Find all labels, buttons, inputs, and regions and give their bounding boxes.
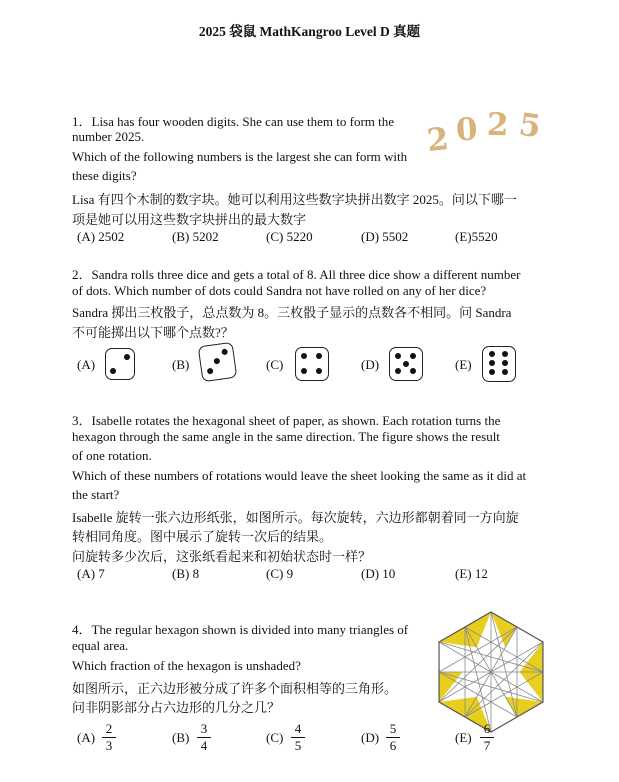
question-text: 项是她可以用这些数字块拼出的最大数字	[72, 212, 307, 227]
die-pip	[221, 349, 228, 356]
fraction-numerator: 5	[386, 722, 400, 738]
question-text: 1．Lisa has four wooden digits. She can use them to form the	[72, 114, 395, 129]
die-face-6	[482, 346, 516, 382]
die-pip	[124, 354, 130, 360]
answer-option-a[interactable]: (A) 2502	[77, 229, 125, 244]
answer-option-a[interactable]: (A)	[77, 730, 96, 745]
question-text: these digits?	[72, 168, 137, 183]
question-text: hexagon through the same angle in the same direction. The figure shows the result	[72, 429, 500, 444]
fraction-a	[102, 722, 116, 753]
answer-option-b[interactable]: (B) 5202	[172, 229, 219, 244]
answer-option-d[interactable]: (D)	[361, 357, 380, 372]
die-pip	[489, 369, 495, 375]
die-face-3	[198, 342, 238, 383]
die-pip	[502, 360, 508, 366]
die-pip	[395, 368, 401, 374]
answer-option-b[interactable]: (B)	[172, 730, 190, 745]
answer-option-c[interactable]: (C)	[266, 357, 284, 372]
question-text: of dots. Which number of dots could Sandra not have rolled on any of her dice?	[72, 283, 487, 298]
die-face-4	[295, 347, 329, 381]
die-pip	[301, 368, 307, 374]
question-text: 问旋转多少次后，这张纸看起来和初始状态时一样？	[72, 549, 372, 564]
answer-option-d[interactable]: (D) 5502	[361, 229, 409, 244]
answer-option-e[interactable]: (E) 12	[455, 566, 488, 581]
die-pip	[316, 368, 322, 374]
fraction-numerator: 3	[197, 722, 211, 738]
fraction-denominator: 4	[200, 738, 208, 753]
question-text: Sandra 掷出三枚骰子，总点数为 8。三枚骰子显示的点数各不相同。问 Sandra	[72, 305, 512, 320]
die-face-2	[105, 348, 135, 380]
die-pip	[403, 361, 409, 367]
die-pip	[489, 360, 495, 366]
question-text: Which fraction of the hexagon is unshaded?	[72, 658, 301, 673]
answer-option-c[interactable]: (C) 9	[266, 566, 294, 581]
shaded-triangle	[439, 672, 462, 702]
decorative-digit: 0	[455, 111, 479, 149]
answer-option-c[interactable]: (C)	[266, 730, 284, 745]
die-pip	[110, 368, 116, 374]
question-text: 2．Sandra rolls three dice and gets a total of 8. All three dice show a different number	[72, 267, 521, 282]
question-text: Isabelle 旋转一张六边形纸张，如图所示。每次旋转，六边形都朝着同一方向旋	[72, 510, 519, 525]
fraction-d	[386, 722, 400, 753]
answer-option-e[interactable]: (E)5520	[455, 229, 498, 244]
decorative-digit: 2	[425, 120, 451, 160]
answer-option-e[interactable]: (E)	[455, 730, 472, 745]
decorative-digit: 5	[516, 106, 543, 146]
question-text: Which of these numbers of rotations would leave the sheet looking the same as it did at	[72, 468, 527, 483]
die-pip	[207, 368, 214, 375]
answer-option-c[interactable]: (C) 5220	[266, 229, 313, 244]
hexagon-lines	[439, 612, 543, 732]
decorative-digit: 2	[486, 106, 510, 144]
fraction-numerator: 2	[102, 722, 116, 738]
answer-option-d[interactable]: (D)	[361, 730, 380, 745]
die-pip	[395, 353, 401, 359]
question-text: number 2025.	[72, 129, 145, 144]
answer-option-a[interactable]: (A)	[77, 357, 96, 372]
shaded-triangle	[520, 672, 543, 702]
question-text: 如图所示，正六边形被分成了许多个面积相等的三角形。	[72, 681, 398, 696]
question-text: 转相同角度。图中展示了旋转一次后的结果。	[72, 529, 333, 544]
die-pip	[316, 353, 322, 359]
shaded-triangle	[520, 642, 543, 672]
question-text: 不可能掷出以下哪个点数?？	[72, 325, 234, 340]
die-pip	[502, 369, 508, 375]
fraction-denominator: 5	[294, 738, 302, 753]
question-text: equal area.	[72, 638, 129, 653]
fraction-e	[480, 722, 494, 753]
page-title: 2025 袋鼠 MathKangroo Level D 真题	[198, 24, 421, 39]
die-pip	[213, 358, 220, 365]
question-text: Lisa 有四个木制的数字块。她可以利用这些数字块拼出数字 2025。问以下哪一	[72, 192, 517, 207]
fraction-denominator: 7	[483, 738, 491, 753]
answer-option-b[interactable]: (B) 8	[172, 566, 200, 581]
die-pip	[410, 368, 416, 374]
fraction-numerator: 4	[291, 722, 305, 738]
question-text: of one rotation.	[72, 448, 152, 463]
fraction-c	[291, 722, 305, 753]
fraction-numerator: 6	[480, 722, 494, 738]
fraction-b	[197, 722, 211, 753]
die-pip	[301, 353, 307, 359]
answer-option-b[interactable]: (B)	[172, 357, 190, 372]
die-pip	[502, 351, 508, 357]
answer-option-d[interactable]: (D) 10	[361, 566, 396, 581]
die-face-5	[389, 347, 423, 381]
fraction-denominator: 3	[105, 738, 113, 753]
question-text: 问非阴影部分占六边形的几分之几？	[72, 700, 281, 715]
question-text: 4．The regular hexagon shown is divided into many triangles of	[72, 622, 409, 637]
hexagon-figure	[425, 610, 557, 734]
answer-option-a[interactable]: (A) 7	[77, 566, 105, 581]
fraction-denominator: 6	[389, 738, 397, 753]
question-text: 3．Isabelle rotates the hexagonal sheet of paper, as shown. Each rotation turns the	[72, 413, 501, 428]
answer-option-e[interactable]: (E)	[455, 357, 472, 372]
die-pip	[410, 353, 416, 359]
die-pip	[489, 351, 495, 357]
question-text: the start?	[72, 487, 120, 502]
question-text: Which of the following numbers is the largest she can form with	[72, 149, 408, 164]
